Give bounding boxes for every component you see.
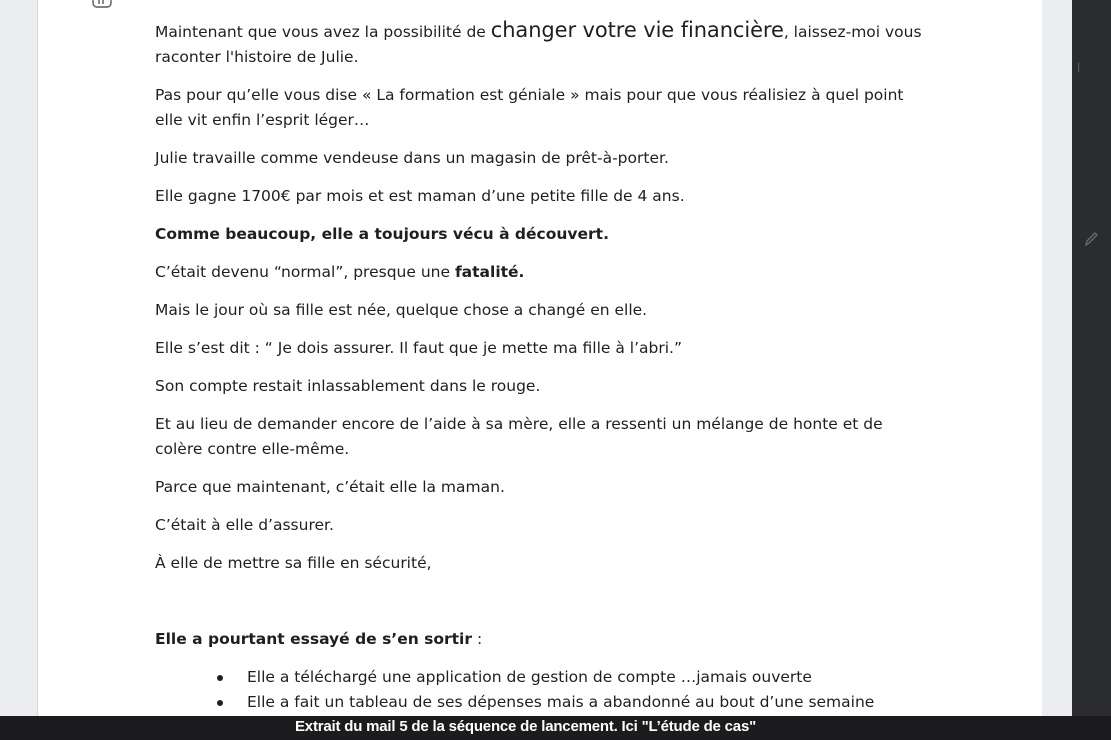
paragraph-list — [155, 18, 925, 576]
paragraph — [155, 83, 925, 133]
paragraph — [155, 475, 925, 500]
bullet-list — [155, 665, 925, 715]
list-item — [155, 665, 925, 690]
canvas-left-margin — [0, 0, 37, 716]
paragraph — [155, 146, 925, 171]
paragraph-text: , laissez-moi vous raconter l'histoire de Julie. — [155, 23, 922, 66]
section-heading-bold: Elle a pourtant essayé de s’en sortir — [155, 630, 473, 648]
caption-text: Extrait du mail 5 de la séquence de lancement. Ici "L’étude de cas" — [295, 718, 756, 735]
paragraph-text: Elle gagne 1700€ par mois et est maman d’une petite fille de 4 ans. — [155, 187, 685, 205]
paragraph-text: Son compte restait inlassablement dans le rouge. — [155, 377, 541, 395]
list-item-text: Elle a téléchargé une application de gestion de compte …jamais ouverte — [247, 668, 812, 686]
bullet-marker — [217, 675, 223, 681]
paragraph-text: Pas pour qu’elle vous dise « La formation est géniale » mais pour que vous réalisiez à quel point elle vit enfin l’esprit léger… — [155, 86, 904, 129]
section-heading-colon: : — [472, 630, 483, 648]
side-panel — [1072, 0, 1111, 716]
canvas-right-margin — [1042, 0, 1072, 716]
paragraph — [155, 374, 925, 399]
caption-bar — [0, 716, 1111, 740]
paragraph-text: Elle s’est dit : “ Je dois assurer. Il faut que je mette ma fille à l’abri.” — [155, 339, 682, 357]
document-body — [155, 18, 925, 715]
paragraph — [155, 222, 925, 247]
list-item-text: Elle a fait un tableau de ses dépenses mais a abandonné au bout d’une semaine — [247, 693, 875, 711]
paragraph — [155, 336, 925, 361]
paragraph — [155, 513, 925, 538]
document-icon[interactable] — [90, 0, 116, 10]
paragraph-text: Parce que maintenant, c’était elle la maman. — [155, 478, 505, 496]
paragraph-text: Julie travaille comme vendeuse dans un magasin de prêt-à-porter. — [155, 149, 669, 167]
paragraph — [155, 260, 925, 285]
paragraph-text: Maintenant que vous avez la possibilité de — [155, 23, 491, 41]
section-heading — [155, 627, 925, 652]
pen-icon[interactable] — [1082, 230, 1100, 248]
paragraph-text: Comme beaucoup, elle a toujours vécu à découvert. — [155, 225, 609, 243]
paragraph-text: Et au lieu de demander encore de l’aide à sa mère, elle a ressenti un mélange de honte et de colère contre elle-même. — [155, 415, 883, 458]
paragraph — [155, 18, 925, 70]
blank-line — [155, 589, 925, 627]
paragraph — [155, 412, 925, 462]
bullet-marker — [217, 700, 223, 706]
list-item — [155, 690, 925, 715]
paragraph-text: changer votre vie financière — [490, 18, 784, 42]
paragraph — [155, 298, 925, 323]
paragraph-text: C’était à elle d’assurer. — [155, 516, 334, 534]
paragraph — [155, 184, 925, 209]
paragraph-text: fatalité. — [454, 263, 525, 281]
paragraph-text: Mais le jour où sa fille est née, quelque chose a changé en elle. — [155, 301, 648, 319]
paragraph-text: À elle de mettre sa fille en sécurité, — [155, 554, 432, 572]
paragraph — [155, 551, 925, 576]
paragraph-text: C’était devenu “normal”, presque une — [155, 263, 455, 281]
gutter-marker: | — [1077, 62, 1081, 73]
